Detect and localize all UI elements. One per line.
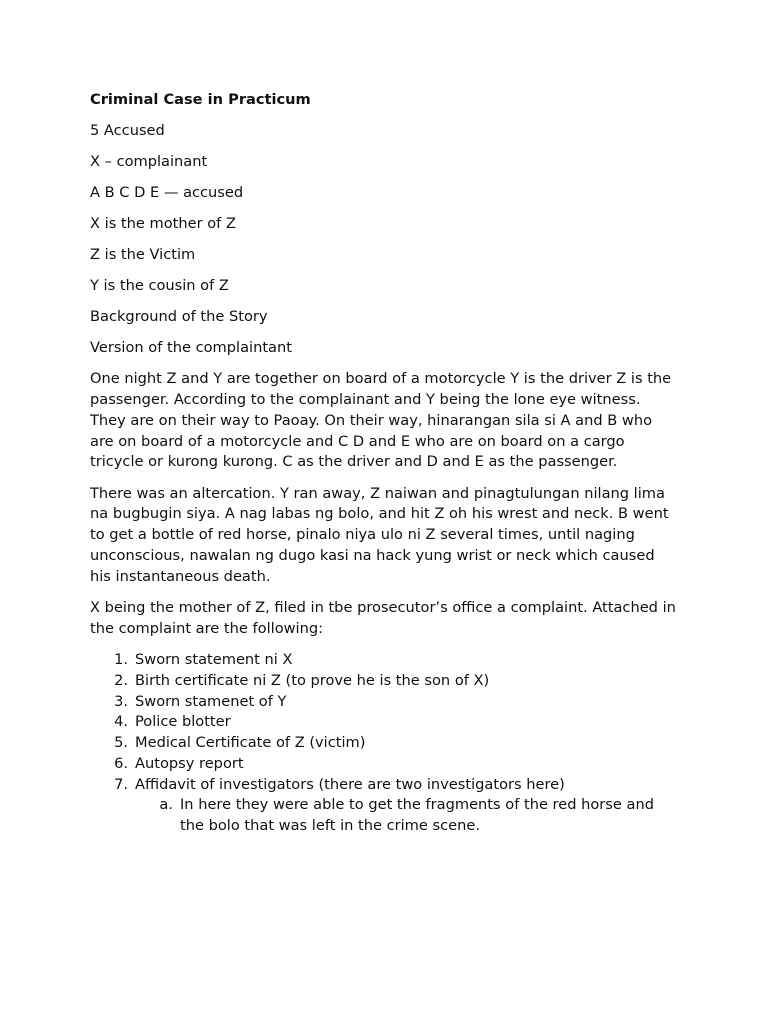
list-item-text: Affidavit of investigators (there are two investigators here) [135, 775, 565, 793]
document-page [90, 90, 680, 837]
sublist-item-text: In here they were able to get the fragments of the red horse and the bolo that was left in the crime scene. [180, 796, 654, 835]
victim-line: Z is the Victim [90, 246, 196, 264]
list-item-text: Sworn stamenet of Y [135, 692, 287, 710]
sublist-item [135, 795, 680, 837]
story-paragraph-2: There was an altercation. Y ran away, Z naiwan and pinagtulungan nilang lima na bugbugin siya. A nag labas ng bolo, and hit Z oh his wrest and neck. B went to get a bottle of red horse, pinalo niya ulo ni Z several times, until naging unconscious, nawalan ng dugo kasi na hack yung wrist or neck which caused his instantaneous death. [90, 484, 669, 585]
list-item-text: Medical Certificate of Z (victim) [135, 734, 366, 752]
list-item-number: 5. [114, 734, 128, 752]
list-item [90, 671, 680, 692]
list-item-number: 4. [114, 713, 128, 731]
list-item [90, 775, 680, 837]
investigators-sublist [135, 795, 680, 837]
complainant-line: X – complainant [90, 153, 208, 171]
list-item-text: Autopsy report [135, 754, 244, 772]
list-item-number: 3. [114, 692, 128, 710]
list-item [90, 754, 680, 775]
list-item-text: Birth certificate ni Z (to prove he is the son of X) [135, 671, 490, 689]
list-item [90, 733, 680, 754]
list-item [90, 692, 680, 713]
list-item-number: 7. [114, 775, 128, 793]
list-item-number: 2. [114, 671, 128, 689]
list-item-text: Sworn statement ni X [135, 650, 293, 668]
accused-line: A B C D E — accused [90, 184, 244, 202]
list-item-number: 6. [114, 754, 128, 772]
list-item [90, 650, 680, 671]
list-item-number: 1. [114, 650, 128, 668]
list-item [90, 712, 680, 733]
background-heading: Background of the Story [90, 308, 268, 326]
attachments-list [90, 650, 680, 837]
accused-count-line: 5 Accused [90, 122, 165, 140]
complaint-paragraph: X being the mother of Z, filed in tbe prosecutor’s office a complaint. Attached in the complaint are the following: [90, 598, 676, 637]
story-paragraph-1: One night Z and Y are together on board of a motorcycle Y is the driver Z is the passenger. According to the complainant and Y being the lone eye witness. They are on their way to Paoay. On their way, hinarangan sila si A and B who are on board of a motorcycle and C D and E who are on board on a cargo tricycle or kurong kurong. C as the driver and D and E as the passenger. [90, 370, 672, 471]
list-item-text: Police blotter [135, 713, 231, 731]
cousin-line: Y is the cousin of Z [90, 277, 229, 295]
document-title: Criminal Case in Practicum [90, 91, 311, 108]
sublist-item-letter: a. [159, 796, 173, 814]
version-heading: Version of the complaintant [90, 339, 292, 357]
mother-line: X is the mother of Z [90, 215, 236, 233]
